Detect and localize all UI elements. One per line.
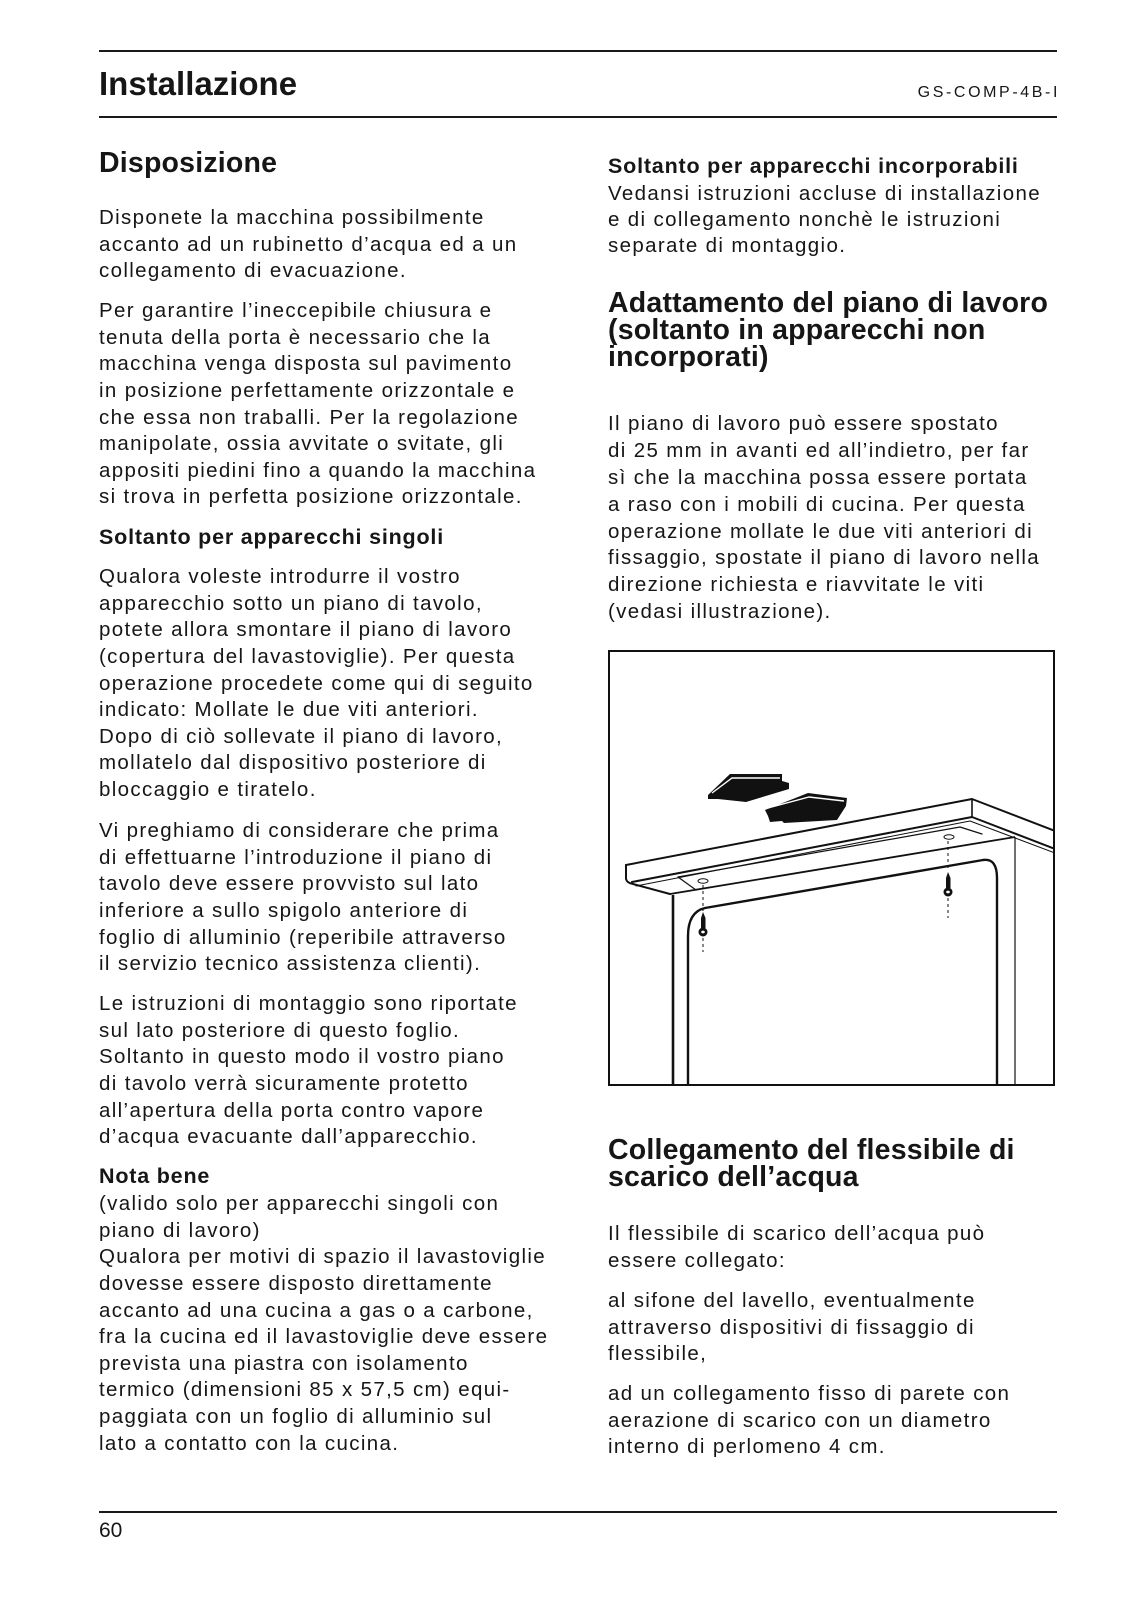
worktop-adjustment-illustration (608, 650, 1055, 1086)
subheading-text: Nota bene (99, 1164, 211, 1188)
text-line: Il flessibile di scarico dell’acqua può (608, 1222, 986, 1245)
paragraph (608, 1381, 1010, 1461)
subheading-apparecchi-incorporabili (608, 153, 1019, 180)
section-heading-adattamento-piano (608, 287, 1049, 373)
paragraph (608, 1288, 976, 1368)
paragraph (99, 298, 536, 511)
section-heading-collegamento-flessibile (608, 1134, 1015, 1193)
text-line: operazione mollate le due viti anteriori di (608, 519, 1033, 543)
text-line: che essa non traballi. Per la regolazione (99, 405, 520, 429)
text-line: Dopo di ciò sollevate il piano di lavoro, (99, 724, 504, 748)
text-line: prevista una piastra con isolamento (99, 1351, 469, 1375)
text-line: foglio di alluminio (reperibile attraverso (99, 925, 507, 949)
text-line: flessibile, (608, 1342, 708, 1366)
subheading-text: Soltanto per apparecchi incorporabili (608, 154, 1019, 178)
text-line: Vedansi istruzioni accluse di installazione (608, 182, 1041, 205)
text-line: Il piano di lavoro può essere spostato (608, 412, 999, 435)
text-line: inferiore a sullo spigolo anteriore di (99, 898, 469, 922)
text-line: di effettuarne l’introduzione il piano di (99, 845, 493, 869)
text-line: bloccaggio e tiratelo. (99, 778, 317, 802)
subheading-text: Soltanto per apparecchi singoli (99, 525, 444, 549)
heading-text: scarico dell’acqua (608, 1160, 859, 1193)
text-line: appositi piedini fino a quando la macchina (99, 458, 537, 482)
text-line: attraverso dispositivi di fissaggio di (608, 1315, 975, 1339)
paragraph (99, 818, 507, 978)
text-line: separate di montaggio. (608, 234, 847, 257)
text-line: termico (dimensioni 85 x 57,5 cm) equi- (99, 1378, 511, 1402)
text-line: Le istruzioni di montaggio sono riportate (99, 992, 518, 1015)
paragraph (99, 205, 518, 285)
text-line: di 25 mm in avanti ed all’indietro, per far (608, 438, 1030, 462)
text-line: macchina venga disposta sul pavimento (99, 352, 513, 376)
text-line: sul lato posteriore di questo foglio. (99, 1018, 461, 1042)
paragraph (99, 564, 534, 804)
text-line: (vedasi illustrazione). (608, 600, 832, 624)
text-line: a raso con i mobili di cucina. Per questa (608, 492, 1026, 516)
text-line: apparecchio sotto un piano di tavolo, (99, 591, 483, 615)
header-bottom-rule (99, 116, 1057, 118)
text-line: all’apertura della porta contro vapore (99, 1098, 485, 1122)
paragraph (608, 1221, 985, 1274)
heading-text: Adattamento del piano di lavoro (608, 287, 1049, 319)
text-line: d’acqua evacuante dall’apparecchio. (99, 1125, 478, 1149)
text-line: al sifone del lavello, eventualmente (608, 1289, 976, 1312)
text-line: sì che la macchina possa essere portata (608, 465, 1028, 489)
text-line: direzione richiesta e riavvitate le viti (608, 573, 985, 597)
text-line: fissaggio, spostate il piano di lavoro nella (608, 546, 1041, 570)
section-heading-disposizione (99, 147, 277, 179)
document-code: GS-COMP-4B-I (917, 84, 1060, 101)
text-line: aerazione di scarico con un diametro (608, 1408, 992, 1432)
text-line: dovesse essere disposto direttamente (99, 1271, 493, 1295)
text-line: fra la cucina ed il lavastoviglie deve essere (99, 1325, 549, 1349)
bracket-icon (708, 774, 789, 802)
text-line: Qualora per motivi di spazio il lavastoviglie (99, 1245, 547, 1269)
text-line: Vi preghiamo di considerare che prima (99, 819, 500, 842)
page-number: 60 (99, 1519, 123, 1542)
text-line: interno di perlomeno 4 cm. (608, 1435, 886, 1459)
text-line: Per garantire l’ineccepibile chiusura e (99, 299, 493, 322)
heading-text: (soltanto in apparecchi non (608, 313, 986, 346)
text-line: il servizio tecnico assistenza clienti). (99, 952, 482, 976)
text-line: accanto ad un rubinetto d’acqua ed a un (99, 232, 518, 256)
text-line: essere collegato: (608, 1248, 786, 1272)
paragraph (608, 181, 1041, 259)
text-line: tavolo deve essere provvisto sul lato (99, 872, 480, 896)
text-line: si trova in perfetta posizione orizzontale. (99, 485, 523, 509)
appliance-body-shape (670, 837, 1015, 1086)
text-line: ad un collegamento fisso di parete con (608, 1382, 1011, 1405)
footer-rule (99, 1511, 1057, 1513)
page-title: Installazione (99, 65, 298, 102)
text-line: mollatelo dal dispositivo posteriore di (99, 751, 487, 775)
text-line: Qualora voleste introdurre il vostro (99, 565, 461, 588)
heading-text: Collegamento del flessibile di (608, 1134, 1015, 1166)
subheading-nota-bene (99, 1163, 210, 1190)
header-top-rule (99, 50, 1057, 52)
text-line: accanto ad una cucina a gas o a carbone, (99, 1298, 534, 1322)
text-line: in posizione perfettamente orizzontale e (99, 378, 516, 402)
text-line: indicato: Mollate le due viti anteriori. (99, 698, 479, 722)
text-line: tenuta della porta è necessario che la (99, 325, 492, 349)
text-line: Soltanto in questo modo il vostro piano (99, 1045, 505, 1069)
text-line: (valido solo per apparecchi singoli con (99, 1192, 500, 1215)
paragraph (608, 411, 1040, 626)
heading-text: incorporati) (608, 340, 769, 373)
text-line: e di collegamento nonchè le istruzioni (608, 208, 1002, 231)
text-line: di tavolo verrà sicuramente protetto (99, 1071, 469, 1095)
heading-text: Disposizione (99, 147, 278, 179)
text-line: potete allora smontare il piano di lavoro (99, 618, 513, 642)
text-line: piano di lavoro) (99, 1218, 261, 1242)
subheading-apparecchi-singoli (99, 524, 444, 551)
text-line: lato a contatto con la cucina. (99, 1431, 400, 1455)
text-line: manipolate, ossia avvitate o svitate, gli (99, 432, 505, 456)
paragraph (99, 991, 518, 1151)
text-line: Disponete la macchina possibilmente (99, 206, 485, 229)
text-line: paggiata con un foglio di alluminio sul (99, 1405, 493, 1429)
text-line: collegamento di evacuazione. (99, 259, 407, 283)
paragraph (99, 1191, 548, 1457)
text-line: operazione procedete come qui di seguito (99, 671, 534, 695)
bracket-icon (765, 793, 847, 823)
text-line: (copertura del lavastoviglie). Per questa (99, 644, 516, 668)
